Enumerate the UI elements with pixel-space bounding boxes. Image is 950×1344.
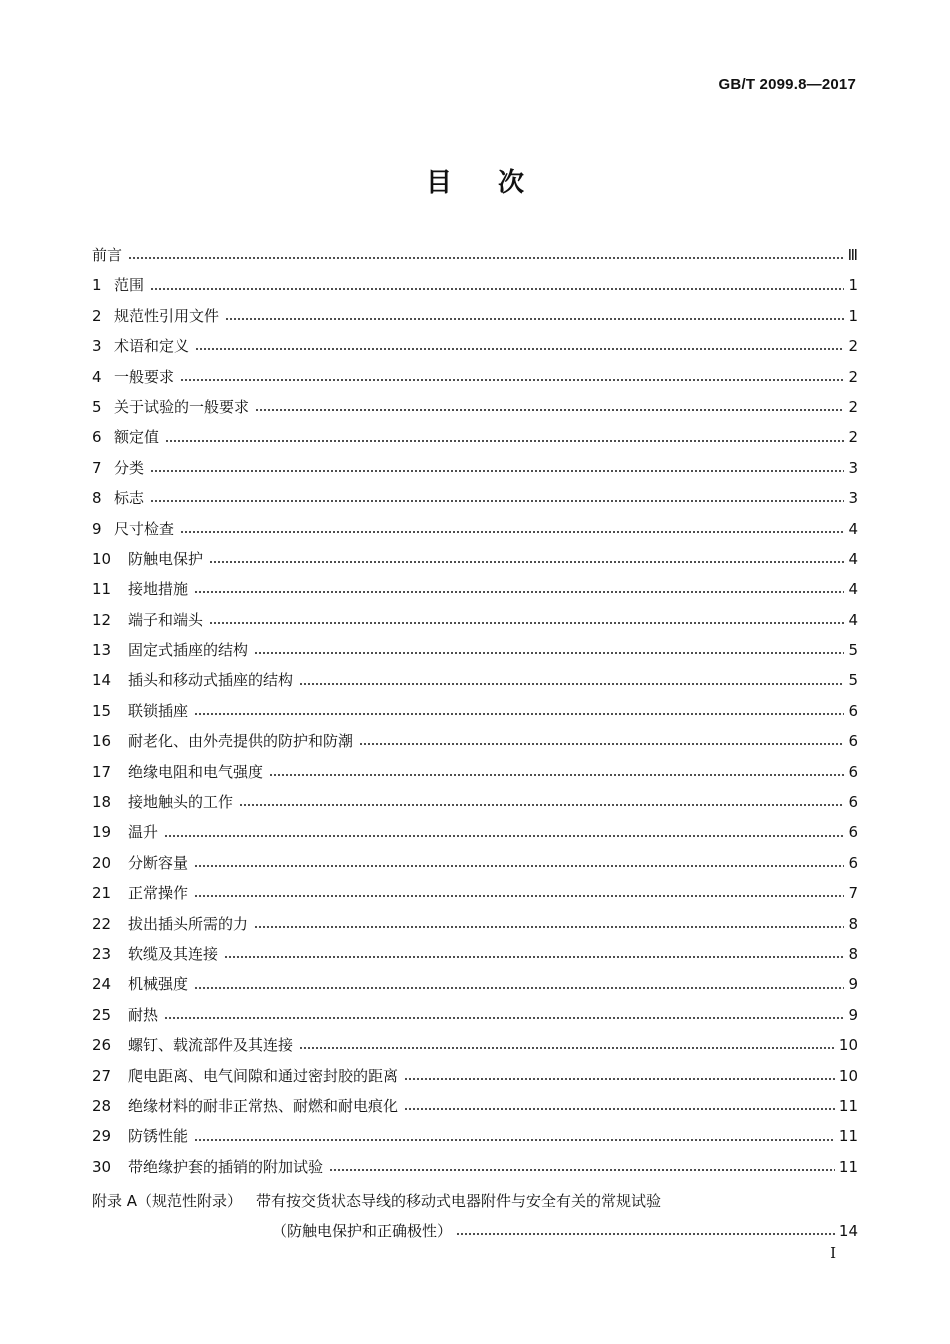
toc-entry-page: 9 [848,975,858,994]
appendix-prefix: 附录 A（规范性附录） [92,1192,243,1210]
toc-entry-number: 7 [92,458,102,477]
dot-leader [299,683,844,685]
toc-entry-label: 软缆及其连接 [128,944,219,963]
toc-entry-number: 9 [92,519,102,538]
toc-entry-label: 防锈性能 [128,1127,189,1146]
toc-entry-label: 螺钉、载流部件及其连接 [128,1036,294,1055]
toc-entry-page: 11 [838,1096,858,1115]
toc-entry-number: 28 [92,1096,112,1115]
page-title [0,162,950,199]
toc-entry-label: 范围 [114,276,145,295]
toc-entry[interactable] [92,422,858,452]
toc-entry[interactable] [92,665,858,695]
toc-entry-page: 4 [848,519,858,538]
toc-entry[interactable] [92,1000,858,1030]
toc-entry-label: 分类 [114,458,145,477]
toc-entry-label: 拔出插头所需的力 [128,914,249,933]
toc-entry-page: 6 [848,762,858,781]
toc-entry[interactable] [92,453,858,483]
toc-entry-number: 11 [92,580,112,599]
toc-entry[interactable] [92,848,858,878]
toc-entry[interactable] [92,392,858,422]
toc-entry[interactable] [92,939,858,969]
toc-entry-number: 29 [92,1127,112,1146]
dot-leader [269,774,844,776]
dot-leader [150,288,844,290]
toc-entry-label: 标志 [114,489,145,508]
title-char-2: 次 [498,168,525,198]
toc-entry-number: 10 [92,549,112,568]
toc-entry-label: 接地触头的工作 [128,793,234,812]
appendix-title: 带有按交货状态导线的移动式电器附件与安全有关的常规试验 [256,1192,662,1210]
dot-leader [180,379,844,381]
toc-entry-label: 规范性引用文件 [114,306,220,325]
appendix-page: 14 [838,1222,858,1240]
toc-entry-label: 机械强度 [128,975,189,994]
toc-entry-label: 联锁插座 [128,701,189,720]
toc-entry-page: 6 [848,701,858,720]
toc-entry-number: 22 [92,914,112,933]
toc-entry-page: 3 [848,489,858,508]
toc-entry-number: 2 [92,306,102,325]
dot-leader [194,713,844,715]
toc-entry-label: 关于试验的一般要求 [114,397,250,416]
toc-entry-foreword[interactable] [92,240,858,270]
toc-entry-page: 2 [848,397,858,416]
dot-leader [404,1078,835,1080]
toc-entry-page: 2 [848,428,858,447]
dot-leader [359,743,844,745]
appendix-subtitle: （防触电保护和正确极性） [272,1222,453,1240]
dot-leader [209,561,844,563]
toc-entry-number: 23 [92,944,112,963]
table-of-contents [92,240,858,1182]
toc-entry[interactable] [92,362,858,392]
toc-entry-label: 爬电距离、电气间隙和通过密封胶的距离 [128,1066,399,1085]
toc-entry-label: 一般要求 [114,367,175,386]
toc-entry-number: 19 [92,823,112,842]
toc-entry[interactable] [92,514,858,544]
dot-leader [404,1108,835,1110]
toc-entry[interactable] [92,696,858,726]
toc-entry-page: 6 [848,793,858,812]
toc-entry-number: 1 [92,276,102,295]
dot-leader [194,591,844,593]
toc-entry[interactable] [92,483,858,513]
dot-leader [329,1169,835,1171]
standard-code: GB/T 2099.8—2017 [718,76,856,93]
toc-entry-page: 5 [848,641,858,660]
toc-entry-page: 8 [848,914,858,933]
dot-leader [254,926,844,928]
dot-leader [225,318,844,320]
toc-entry-number: 25 [92,1005,112,1024]
toc-entry-page: 6 [848,853,858,872]
toc-entry-page: 7 [848,884,858,903]
toc-entry[interactable] [92,787,858,817]
dot-leader [224,956,844,958]
toc-entry[interactable] [92,878,858,908]
toc-entry-label: 接地措施 [128,580,189,599]
toc-entry-number: 5 [92,397,102,416]
toc-entry-number: 18 [92,793,112,812]
toc-entry-page: 10 [838,1066,858,1085]
toc-entry-label: 固定式插座的结构 [128,641,249,660]
toc-entry-label: 分断容量 [128,853,189,872]
dot-leader [194,987,844,989]
dot-leader [194,895,844,897]
dot-leader [164,835,844,837]
dot-leader [150,500,844,502]
toc-entry-number: 24 [92,975,112,994]
toc-entry[interactable] [92,605,858,635]
toc-entry[interactable] [92,544,858,574]
toc-entry-label: 插头和移动式插座的结构 [128,671,294,690]
toc-entry-label: 正常操作 [128,884,189,903]
toc-entry-number: 20 [92,853,112,872]
page-number: I [830,1244,836,1262]
toc-entry-label: 带绝缘护套的插销的附加试验 [128,1157,324,1176]
dot-leader [299,1047,835,1049]
toc-entry-number: 27 [92,1066,112,1085]
toc-entry-label: 防触电保护 [128,549,204,568]
toc-entry[interactable] [92,969,858,999]
dot-leader [209,622,844,624]
toc-entry-label: 绝缘材料的耐非正常热、耐燃和耐电痕化 [128,1096,399,1115]
toc-entry[interactable] [92,1061,858,1091]
toc-entry[interactable] [92,574,858,604]
dot-leader [456,1233,835,1235]
toc-entry-number: 30 [92,1157,112,1176]
dot-leader [180,531,844,533]
toc-entry[interactable] [92,635,858,665]
toc-entry-number: 21 [92,884,112,903]
toc-entry-page: 11 [838,1127,858,1146]
toc-entry-number: 6 [92,428,102,447]
toc-entry-label: 绝缘电阻和电气强度 [128,762,264,781]
toc-entry-label: 尺寸检查 [114,519,175,538]
toc-entry-page: Ⅲ [847,246,858,264]
toc-entry-page: 1 [848,306,858,325]
toc-entry[interactable] [92,1091,858,1121]
toc-entry-number: 4 [92,367,102,386]
toc-entry[interactable] [92,1121,858,1151]
toc-entry[interactable] [92,726,858,756]
toc-entry-number: 15 [92,701,112,720]
toc-entry[interactable] [92,1030,858,1060]
toc-entry-number: 13 [92,641,112,660]
dot-leader [194,1139,835,1141]
toc-entry[interactable] [92,331,858,361]
toc-entry-page: 2 [848,367,858,386]
toc-entry-page: 4 [848,580,858,599]
toc-entry[interactable] [92,757,858,787]
dot-leader [254,652,844,654]
toc-entry-appendix-a[interactable] [92,1186,858,1246]
toc-entry-page: 10 [838,1036,858,1055]
toc-entry-page: 1 [848,276,858,295]
dot-leader [194,865,844,867]
toc-entry[interactable] [92,1152,858,1182]
toc-entry[interactable] [92,909,858,939]
toc-entry[interactable] [92,817,858,847]
toc-entry-page: 9 [848,1005,858,1024]
toc-entry-label: 端子和端头 [128,610,204,629]
toc-entry-page: 6 [848,732,858,751]
toc-entry[interactable] [92,270,858,300]
toc-entry-page: 11 [838,1157,858,1176]
toc-entry-page: 4 [848,610,858,629]
toc-entry-page: 6 [848,823,858,842]
toc-entry-label: 温升 [128,823,159,842]
dot-leader [195,348,844,350]
dot-leader [239,804,844,806]
toc-entry-page: 5 [848,671,858,690]
toc-entry-page: 3 [848,458,858,477]
toc-entry-label: 术语和定义 [114,337,190,356]
dot-leader [164,1017,844,1019]
toc-entry-number: 26 [92,1036,112,1055]
toc-entry-number: 17 [92,762,112,781]
dot-leader [165,440,844,442]
toc-entry-number: 14 [92,671,112,690]
toc-entry-label: 耐老化、由外壳提供的防护和防潮 [128,732,354,751]
toc-entry-number: 3 [92,337,102,356]
toc-entry-page: 4 [848,549,858,568]
toc-entry-number: 12 [92,610,112,629]
toc-entry-label: 耐热 [128,1005,159,1024]
toc-entry-page: 2 [848,337,858,356]
toc-entry-number: 16 [92,732,112,751]
dot-leader [128,257,844,259]
toc-entry-number: 8 [92,489,102,508]
toc-entry-label: 前言 [92,246,123,264]
toc-entry[interactable] [92,301,858,331]
dot-leader [255,409,844,411]
dot-leader [150,470,844,472]
title-char-1: 目 [425,168,452,198]
toc-entry-label: 额定值 [114,428,160,447]
toc-entry-page: 8 [848,944,858,963]
